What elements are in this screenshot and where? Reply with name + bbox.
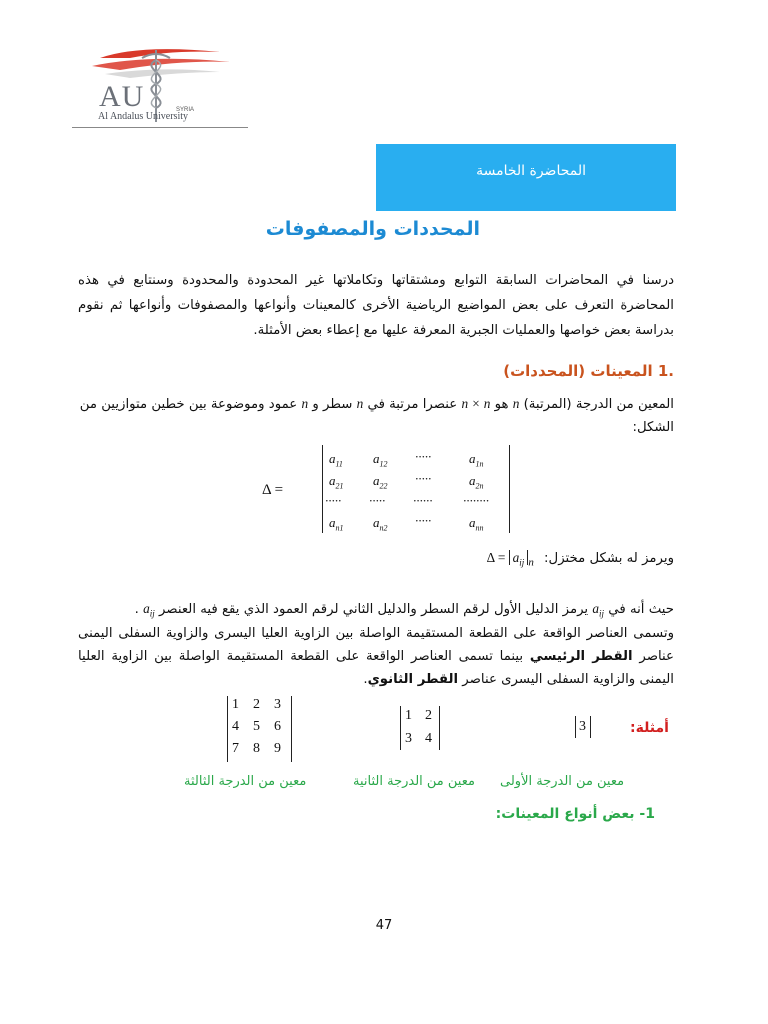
note-text-2: يرمز الدليل الأول لرقم السطر والدليل الثاني لرقم العمود الذي يقع فيه العنصر — [158, 602, 589, 617]
note-symbol-sub: ij — [599, 608, 605, 619]
secondary-diagonal-term: القطر الثانوي — [367, 672, 459, 687]
short-notation-text: ويرمز له بشكل مختزل: — [544, 551, 674, 566]
page-title: المحددات والمصفوفات — [265, 218, 480, 240]
matrix-cell: $a_{22}$ — [373, 473, 388, 491]
short-notation-line — [78, 550, 674, 569]
note-symbol-a-2: a — [143, 601, 150, 616]
lecture-banner-text: المحاضرة الخامسة — [476, 163, 586, 179]
det3-cell: 9 — [274, 741, 281, 756]
page-number: 47 — [375, 918, 393, 933]
def-order-n: n — [512, 396, 520, 411]
def-text-4: سطر و — [312, 397, 353, 412]
caption-third-order: معين من الدرجة الثالثة — [184, 774, 307, 789]
matrix-cell: ····· — [325, 493, 342, 508]
det2-cell: 2 — [425, 708, 432, 723]
def-text-2: هو — [494, 397, 509, 412]
short-notation-delta: Δ = — [486, 550, 506, 565]
det2-cell: 3 — [405, 731, 412, 746]
note-symbol-sub-2: ij — [149, 608, 155, 619]
logo-university-name: Al Andalus University — [98, 111, 188, 122]
det2-cell: 4 — [425, 731, 432, 746]
short-notation-formula — [487, 550, 534, 569]
det1-value: 3 — [579, 719, 586, 734]
det3-cell: 7 — [232, 741, 239, 756]
def-cols-n: n — [301, 396, 309, 411]
matrix-cell: $a_{21}$ — [329, 473, 344, 491]
matrix-cell: ····· — [415, 471, 432, 486]
matrix-cell-subscript: n1 — [335, 523, 344, 533]
caption-first-order: معين من الدرجة الأولى — [500, 774, 625, 789]
note-symbol-aij-2 — [143, 601, 155, 619]
formula-order: n — [528, 556, 534, 569]
caption-second-order: معين من الدرجة الثانية — [353, 774, 475, 789]
matrix-cell: $a_{nn}$ — [469, 515, 484, 533]
note-text-1: حيث أنه في — [608, 602, 674, 617]
matrix-cell-subscript: 12 — [379, 459, 388, 469]
matrix-cell-subscript: 2n — [475, 481, 484, 491]
matrix-cell: $a_{12}$ — [373, 451, 388, 469]
diagonal-explanation — [78, 622, 674, 691]
det3-cell: 2 — [253, 697, 260, 712]
det3-cell: 6 — [274, 719, 281, 734]
matrix-cell: $a_{11}$ — [329, 451, 343, 469]
matrix-cell-subscript: 21 — [335, 481, 344, 491]
matrix-cell-subscript: 11 — [335, 459, 343, 469]
def-text-1: المعين من الدرجة (المرتبة) — [523, 397, 674, 412]
def-text-3: عنصرا مرتبة في — [367, 397, 458, 412]
matrix-cell-subscript: 1n — [475, 459, 484, 469]
logo-country: SYRIA — [176, 107, 195, 113]
determinant-symbol: Δ = — [262, 482, 284, 498]
section-heading-determinant-types: 1- بعض أنواع المعينات: — [495, 806, 655, 822]
general-determinant — [322, 445, 510, 533]
def-rows-n: n — [356, 396, 364, 411]
logo-divider — [72, 127, 248, 128]
note-symbol-a: a — [592, 601, 600, 616]
matrix-cell-subscript: 22 — [379, 481, 388, 491]
diag-text-1: وتسمى العناصر الواقعة على القطعة المستقيمة الواصلة بين الزاوية العليا اليسرى والزاوية السفلى اليمنى عناصر — [78, 626, 674, 664]
short-notation-element — [509, 550, 529, 568]
diag-text-end: . — [363, 672, 368, 687]
main-diagonal-term: القطر الرئيسي — [529, 649, 633, 664]
formula-element-a: a — [512, 550, 520, 565]
matrix-cell: ······ — [413, 493, 433, 508]
matrix-cell: $a_{1n}$ — [469, 451, 484, 469]
examples-label: أمثلة: — [630, 720, 669, 736]
def-nxn: n × n — [461, 396, 491, 411]
note-text-end: . — [134, 602, 139, 617]
section-heading-determinants: .1 المعينات (المحددات) — [503, 362, 674, 380]
logo-letters: AU — [99, 80, 145, 113]
formula-subscript: ij — [519, 557, 525, 568]
matrix-cell: $a_{2n}$ — [469, 473, 484, 491]
matrix-cell: $a_{n1}$ — [329, 515, 344, 533]
matrix-cell: ····· — [369, 493, 386, 508]
determinant-definition — [78, 392, 674, 439]
matrix-cell-subscript: n2 — [379, 523, 388, 533]
matrix-cell: ········ — [463, 493, 489, 508]
matrix-cell: ····· — [415, 513, 432, 528]
def-text-5: عمود وموضوعة بين خطين متوازيين من الشكل: — [79, 397, 674, 435]
det3-cell: 4 — [232, 719, 239, 734]
diag-text-2: بينما تسمى العناصر الواقعة على القطعة المستقيمة الواصلة بين الزاوية العليا اليمنى والزاوية السفلى اليسرى عناصر — [78, 649, 674, 687]
det3-cell: 1 — [232, 697, 239, 712]
intro-paragraph: درسنا في المحاضرات السابقة التوابع ومشتقاتها وتكاملاتها غير المحدودة والمحدودة وسنتابع في هذه المحاضرة التعرف على بعض المواضيع الرياضية الأخرى كالمعينات وأنواعها والمصفوفات وأنواعها ثم نقوم بدراسة بعض خواصها والعمليات الجبرية المعرفة عليها مع إعطاء بعض الأمثلة. — [78, 273, 674, 338]
matrix-cell: $a_{n2}$ — [373, 515, 388, 533]
matrix-cell: ····· — [415, 449, 432, 464]
matrix-cell-subscript: nn — [475, 523, 484, 533]
det2-cell: 1 — [405, 708, 412, 723]
det3-cell: 8 — [253, 741, 260, 756]
det3-cell: 5 — [253, 719, 260, 734]
note-symbol-aij — [592, 601, 605, 619]
det3-cell: 3 — [274, 697, 281, 712]
